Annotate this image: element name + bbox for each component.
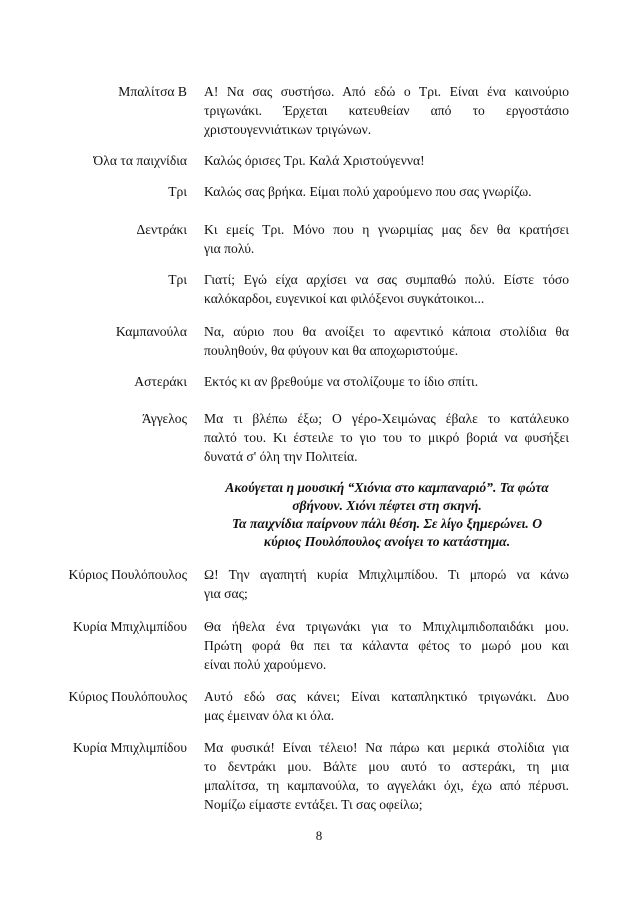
dialogue-line: Πρώτη φορά θα πει τα κάλαντα φέτος το μωρό μου και xyxy=(204,638,569,653)
speaker-name: Κύριος Πουλόπουλος xyxy=(68,567,187,582)
dialogue-line: Μα τι βλέπω έξω; Ο γέρο-Χειμώνας έβαλε το κατάλευκο xyxy=(204,411,569,426)
speaker-name: Όλα τα παιχνίδια xyxy=(93,153,187,168)
dialogue-line: Εκτός κι αν βρεθούμε να στολίζουμε το ίδιο σπίτι. xyxy=(204,374,479,389)
dialogue-line: δυνατά σ' όλη την Πολιτεία. xyxy=(204,449,358,464)
dialogue-line: Γιατί; Εγώ είχα αρχίσει να σας συμπαθώ πολύ. Είστε τόσο xyxy=(204,272,569,287)
dialogue-line: μπαλίτσα, τη καμπανούλα, το αγγελάκι όχι, έχω από πέρυσι. xyxy=(204,778,569,793)
speaker-name: Κυρία Μπιχλιμπίδου xyxy=(73,740,187,755)
dialogue-line: μας έμειναν όλα κι όλα. xyxy=(204,708,335,723)
dialogue-line: το δεντράκι μου. Βάλτε μου αυτό το αστεράκι, τη μια xyxy=(204,759,569,774)
dialogue-line: για σας; xyxy=(204,586,248,601)
speaker-name: Τρι xyxy=(168,184,187,199)
stage-direction-line: Τα παιχνίδια παίρνουν πάλι θέση. Σε λίγο ξημερώνει. Ο xyxy=(231,516,543,531)
speaker-name: Καμπανούλα xyxy=(115,324,187,339)
dialogue-line: τριγωνάκι. Έρχεται κατευθείαν από το εργοστάσιο xyxy=(204,103,569,118)
speaker-name: Κυρία Μπιχλιμπίδου xyxy=(73,619,187,634)
speaker-name: Κύριος Πουλόπουλος xyxy=(68,689,187,704)
dialogue-line: παλτό του. Κι έστειλε το γιο του το μικρό βοριά να φυσήξει xyxy=(204,430,569,445)
stage-direction-line: κύριος Πουλόπουλος ανοίγει το κατάστημα. xyxy=(263,534,511,549)
dialogue-line: χριστουγεννιάτικων τριγώνων. xyxy=(204,122,372,137)
dialogue-line: Νομίζω είμαστε εντάξει. Τι σας οφείλω; xyxy=(204,797,423,812)
dialogue-line: Να, αύριο που θα ανοίξει το αφεντικό κάποια στολίδια θα xyxy=(204,324,569,339)
speaker-name: Τρι xyxy=(168,272,187,287)
page-number: 8 xyxy=(315,828,323,843)
dialogue-line: καλόκαρδοι, ευγενικοί και φιλόξενοι συγκάτοικοι... xyxy=(204,291,485,306)
dialogue-line: Μα φυσικά! Είναι τέλειο! Να πάρω και μερικά στολίδια για xyxy=(204,740,569,755)
speaker-name: Μπαλίτσα Β xyxy=(118,84,187,99)
speaker-name: Δεντράκι xyxy=(136,222,187,237)
dialogue-line: πουληθούν, θα φύγουν και θα αποχωριστούμε. xyxy=(204,343,459,358)
speaker-name: Αστεράκι xyxy=(134,374,187,389)
stage-direction-line: Ακούγεται η μουσική “Χιόνια στο καμπαναριό”. Τα φώτα xyxy=(225,480,549,495)
dialogue-line: Α! Να σας συστήσω. Από εδώ ο Τρι. Είναι ένα καινούριο xyxy=(204,84,569,99)
dialogue-line: Κι εμείς Τρι. Μόνο που η γνωριμίας μας δεν θα κρατήσει xyxy=(204,222,569,237)
dialogue-line: Καλώς όρισες Τρι. Καλά Χριστούγεννα! xyxy=(204,153,425,168)
dialogue-line: Καλώς σας βρήκα. Είμαι πολύ χαρούμενο που σας γνωρίζω. xyxy=(204,184,532,199)
stage-direction-line: σβήνουν. Χιόνι πέφτει στη σκηνή. xyxy=(292,498,482,513)
speaker-name: Άγγελος xyxy=(141,411,187,426)
dialogue-line: Αυτό εδώ σας κάνει; Είναι καταπληκτικό τριγωνάκι. Δυο xyxy=(204,689,569,704)
dialogue-line: Θα ήθελα ένα τριγωνάκι για το Μπιχλιμπιδοπαιδάκι μου. xyxy=(204,619,569,634)
dialogue-line: Ω! Την αγαπητή κυρία Μπιχλιμπίδου. Τι μπορώ να κάνω xyxy=(204,567,569,582)
dialogue-line: για πολύ. xyxy=(204,241,255,256)
dialogue-line: είναι πολύ χαρούμενο. xyxy=(204,657,327,672)
